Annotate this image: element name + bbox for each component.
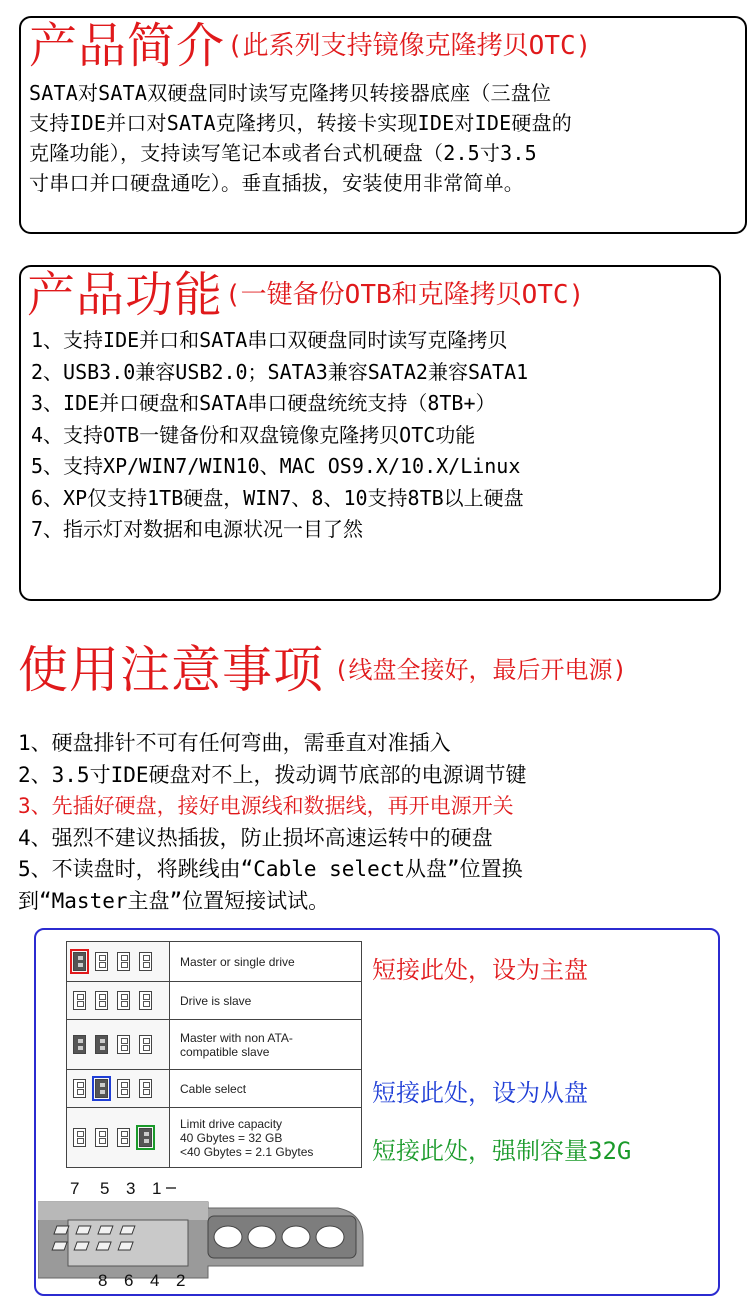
jumper-pin <box>73 991 86 1010</box>
product-intro-text <box>21 78 745 198</box>
product-features-heading <box>21 267 719 323</box>
annotation-slave: 短接此处，设为从盘 <box>372 1079 588 1107</box>
feature-item: 2、USB3.0兼容USB2.0；SATA3兼容SATA2兼容SATA1 <box>31 359 529 384</box>
jumper-row-non-ata <box>67 1020 362 1070</box>
pin-number-label: 6 <box>124 1271 134 1290</box>
jumper-pin <box>139 952 152 971</box>
feature-item: 5、支持XP/WIN7/WIN10、MAC OS9.X/10.X/Linux <box>31 454 521 478</box>
usage-notes-subtitle: (线盘全接好，最后开电源) <box>334 656 627 684</box>
pin-number-label: 2 <box>176 1271 186 1290</box>
jumper-pin-shorted <box>73 952 86 971</box>
jumper-desc <box>170 1020 362 1070</box>
note-item: 4、强烈不建议热插拔，防止损坏高速运转中的硬盘 <box>18 825 493 850</box>
jumper-desc-line: Master or single drive <box>180 954 295 969</box>
usage-notes-heading <box>18 642 627 698</box>
jumper-desc-line: 40 Gbytes = 32 GB <box>180 1130 283 1145</box>
connector-pin <box>98 1226 113 1234</box>
pin-number-label: 4 <box>150 1271 160 1290</box>
feature-item: 4、支持OTB一键备份和双盘镜像克隆拷贝OTC功能 <box>31 422 476 447</box>
power-pin <box>248 1226 276 1248</box>
jumper-desc-line: Master with non ATA- <box>180 1030 293 1045</box>
connector-pin <box>52 1242 67 1250</box>
intro-line: 寸串口并口硬盘通吃）。垂直插拔，安装使用非常简单。 <box>29 171 524 195</box>
connector-pin <box>54 1226 69 1234</box>
jumper-desc <box>170 1108 362 1168</box>
jumper-pin <box>117 952 130 971</box>
jumper-pin <box>117 1128 130 1147</box>
product-features-subtitle: (一键备份OTB和克隆拷贝OTC) <box>225 280 585 310</box>
drive-top-edge <box>38 1202 208 1220</box>
jumper-pins <box>67 1070 170 1108</box>
note-item: 2、3.5寸IDE硬盘对不上，拨动调节底部的电源调节键 <box>18 762 527 787</box>
jumper-pin <box>73 1079 86 1098</box>
jumper-pin <box>117 1079 130 1098</box>
jumper-pin-shorted <box>95 1079 108 1098</box>
jumper-pins <box>67 1020 170 1070</box>
jumper-row-cable-select <box>67 1070 362 1108</box>
jumper-desc <box>170 982 362 1020</box>
product-intro-heading <box>21 18 745 74</box>
jumper-desc <box>170 1070 362 1108</box>
product-intro-subtitle: (此系列支持镜像克隆拷贝OTC) <box>227 31 592 61</box>
intro-line: 支持IDE并口对SATA克隆拷贝，转接卡实现IDE对IDE硬盘的 <box>29 111 572 135</box>
intro-line: 克隆功能），支持读写笔记本或者台式机硬盘（2.5寸3.5 <box>29 141 537 165</box>
jumper-pin <box>95 991 108 1010</box>
feature-item: 7、指示灯对数据和电源状况一目了然 <box>31 517 364 541</box>
jumper-pin <box>139 991 152 1010</box>
pin-number-label: 5 <box>100 1179 110 1198</box>
pin-number-label: 7 <box>70 1179 80 1198</box>
jumper-pin <box>73 1128 86 1147</box>
jumper-pin <box>139 1079 152 1098</box>
jumper-pin-shorted <box>73 1035 86 1054</box>
connector-pin <box>118 1242 133 1250</box>
jumper-desc-line: compatible slave <box>180 1044 270 1059</box>
jumper-pin-shorted <box>139 1128 152 1147</box>
annotation-master: 短接此处，设为主盘 <box>372 956 588 984</box>
jumper-pin <box>139 1035 152 1054</box>
jumper-pins <box>67 1108 170 1168</box>
power-pin <box>214 1226 242 1248</box>
jumper-pins <box>67 942 170 982</box>
feature-list <box>21 325 719 546</box>
connector-pin <box>96 1242 111 1250</box>
jumper-pin-shorted <box>95 1035 108 1054</box>
ide-connector-illustration <box>38 1168 368 1290</box>
jumper-desc <box>170 942 362 982</box>
product-features-box <box>19 265 721 601</box>
jumper-pin <box>117 991 130 1010</box>
feature-item: 1、支持IDE并口和SATA串口双硬盘同时读写克隆拷贝 <box>31 328 508 352</box>
power-pin <box>282 1226 310 1248</box>
connector-pin <box>74 1242 89 1250</box>
annotation-capacity: 短接此处，强制容量32G <box>372 1137 632 1165</box>
jumper-desc-line: <40 Gbytes = 2.1 Gbytes <box>180 1144 314 1159</box>
jumper-row-slave <box>67 982 362 1020</box>
jumper-pin <box>95 952 108 971</box>
jumper-desc-line: Cable select <box>180 1081 247 1096</box>
jumper-desc-line: Drive is slave <box>180 993 252 1008</box>
pin-number-label: 3 <box>126 1179 136 1198</box>
note-item: 5、不读盘时，将跳线由“Cable select从盘”位置换 <box>18 857 523 881</box>
jumper-pin <box>95 1128 108 1147</box>
jumper-pin <box>117 1035 130 1054</box>
connector-pin <box>76 1226 91 1234</box>
note-item: 1、硬盘排针不可有任何弯曲，需垂直对准插入 <box>18 731 451 755</box>
pin-number-label: 8 <box>98 1271 108 1290</box>
feature-item: 3、IDE并口硬盘和SATA串口硬盘统统支持（8TB+） <box>31 391 496 415</box>
jumper-row-limit-capacity <box>67 1108 362 1168</box>
intro-line: SATA对SATA双硬盘同时读写克隆拷贝转接器底座（三盘位 <box>29 81 552 105</box>
feature-item: 6、XP仅支持1TB硬盘，WIN7、8、10支持8TB以上硬盘 <box>31 485 524 510</box>
usage-notes-title: 使用注意事项 <box>18 641 324 699</box>
jumper-pins <box>67 982 170 1020</box>
jumper-row-master <box>67 942 362 982</box>
connector-pin <box>120 1226 135 1234</box>
jumper-desc-line: Limit drive capacity <box>180 1116 283 1131</box>
jumper-settings-table <box>66 941 362 1168</box>
note-item-highlight: 3、先插好硬盘，接好电源线和数据线，再开电源开关 <box>18 794 514 818</box>
product-intro-box <box>19 16 747 234</box>
product-features-title: 产品功能 <box>27 267 224 323</box>
pin-number-label: 1 <box>152 1179 162 1198</box>
usage-notes-list <box>18 728 527 917</box>
product-intro-title: 产品简介 <box>29 18 226 74</box>
note-item: 到“Master主盘”位置短接试试。 <box>18 888 330 913</box>
power-pin <box>316 1226 344 1248</box>
